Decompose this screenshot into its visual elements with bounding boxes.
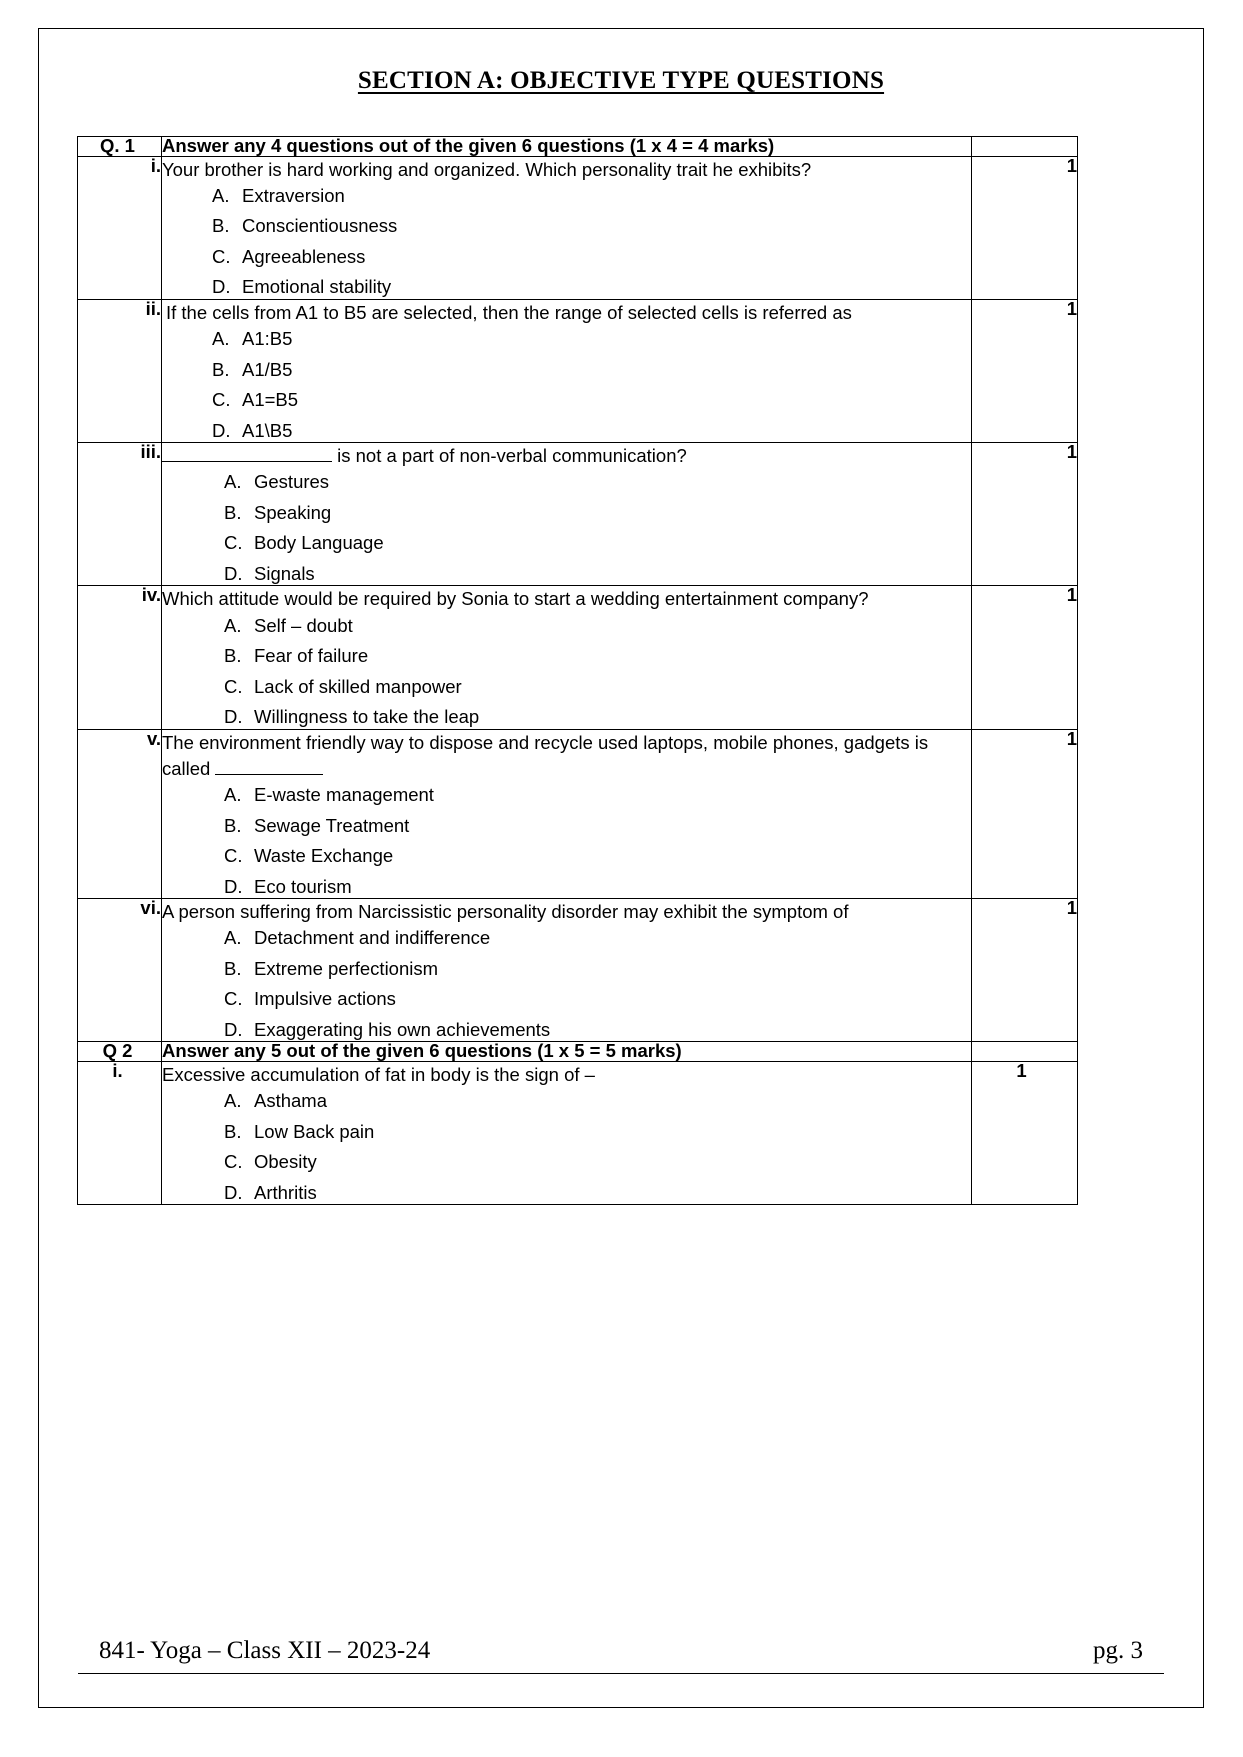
option-letter: D. <box>224 1018 243 1040</box>
item-marks: 1 <box>972 586 1078 729</box>
table-row <box>78 899 1078 1042</box>
option-text: Detachment and indifference <box>254 927 491 949</box>
list-item <box>224 814 971 836</box>
option-text: Gestures <box>254 471 330 493</box>
list-item <box>224 675 971 697</box>
list-item <box>224 1018 971 1040</box>
item-body <box>162 899 972 1042</box>
option-list <box>162 1092 971 1202</box>
option-list <box>162 614 971 728</box>
table-row <box>78 299 1078 442</box>
option-text: A1:B5 <box>242 328 293 350</box>
option-letter: C. <box>224 532 243 554</box>
option-text: A1\B5 <box>242 419 293 441</box>
option-letter: D. <box>212 419 231 441</box>
option-text: Emotional stability <box>242 276 392 298</box>
option-letter: B. <box>224 645 242 667</box>
option-letter: A. <box>224 784 242 806</box>
list-item <box>224 990 971 1009</box>
option-text: Arthritis <box>254 1181 317 1203</box>
option-letter: B. <box>212 358 230 380</box>
option-text: Exaggerating his own achievements <box>254 1018 551 1040</box>
item-numeral: iii. <box>78 443 162 586</box>
option-letter: C. <box>224 1151 243 1173</box>
question-stem: Which attitude would be required by Sonia to start a wedding entertainment company? <box>162 588 869 610</box>
option-text: A1=B5 <box>242 389 299 411</box>
option-letter: D. <box>224 562 243 584</box>
list-item <box>224 614 971 636</box>
table-row <box>78 729 1078 899</box>
option-letter: D. <box>212 276 231 298</box>
option-letter: C. <box>212 389 231 411</box>
option-text: Sewage Treatment <box>254 814 410 836</box>
q1-instruction: Answer any 4 questions out of the given 6 questions (1 x 4 = 4 marks) <box>162 137 972 157</box>
option-letter: A. <box>224 471 242 493</box>
question-stem <box>162 443 971 469</box>
option-text: Lack of skilled manpower <box>254 675 462 697</box>
question-stem: Your brother is hard working and organized. Which personality trait he exhibits? <box>162 158 812 180</box>
q2-instruction: Answer any 5 out of the given 6 questions (1 x 5 = 5 marks) <box>162 1042 972 1062</box>
page-footer <box>99 1637 1143 1665</box>
option-letter: B. <box>224 1120 242 1142</box>
option-text: Fear of failure <box>254 645 369 667</box>
option-text: Conscientiousness <box>242 215 398 237</box>
option-text: Eco tourism <box>254 875 352 897</box>
item-marks: 1 <box>972 1061 1078 1204</box>
q1-number: Q. 1 <box>78 137 162 157</box>
list-item <box>224 957 971 979</box>
question-stem: Excessive accumulation of fat in body is the sign of – <box>162 1063 595 1085</box>
item-numeral: i. <box>78 156 162 299</box>
option-text: Signals <box>254 562 315 584</box>
option-letter: C. <box>212 245 231 267</box>
option-text: Obesity <box>254 1151 317 1173</box>
option-letter: C. <box>224 675 243 697</box>
option-text: Low Back pain <box>254 1120 375 1142</box>
list-item <box>212 217 971 236</box>
option-letter: D. <box>224 1181 243 1203</box>
item-body <box>162 443 972 586</box>
list-item <box>224 1153 971 1172</box>
option-list <box>162 929 971 1039</box>
option-text: E-waste management <box>254 784 434 806</box>
list-item <box>224 647 971 666</box>
list-item <box>224 847 971 866</box>
item-body <box>162 1061 972 1204</box>
question-stem: A person suffering from Narcissistic personality disorder may exhibit the symptom of <box>162 901 849 923</box>
list-item <box>224 501 971 523</box>
option-letter: B. <box>224 957 242 979</box>
option-text: Extreme perfectionism <box>254 957 439 979</box>
option-text: Impulsive actions <box>254 988 396 1010</box>
option-letter: B. <box>224 814 242 836</box>
option-letter: A. <box>212 328 230 350</box>
option-text: Extraversion <box>242 184 345 206</box>
option-list <box>162 473 971 583</box>
option-letter: A. <box>224 614 242 636</box>
footer-divider <box>78 1673 1164 1674</box>
option-text: Body Language <box>254 532 384 554</box>
option-text: A1/B5 <box>242 358 293 380</box>
page-border <box>38 28 1204 1708</box>
option-text: Agreeableness <box>242 245 366 267</box>
table-row-q2-header <box>78 1042 1078 1062</box>
list-item <box>224 786 971 805</box>
page-title-text: SECTION A: OBJECTIVE TYPE QUESTIONS <box>357 67 885 94</box>
list-item <box>224 875 971 897</box>
option-text: Willingness to take the leap <box>254 706 480 728</box>
item-numeral: ii. <box>78 299 162 442</box>
question-stem: If the cells from A1 to B5 are selected, then the range of selected cells is referred as <box>166 301 852 323</box>
item-numeral: vi. <box>78 899 162 1042</box>
option-text: Asthama <box>254 1090 328 1112</box>
item-numeral: iv. <box>78 586 162 729</box>
item-marks: 1 <box>972 156 1078 299</box>
table-row-q1-header <box>78 137 1078 157</box>
option-letter: C. <box>224 988 243 1010</box>
option-list <box>162 330 971 440</box>
q2-number: Q 2 <box>78 1042 162 1062</box>
option-letter: B. <box>224 501 242 523</box>
option-letter: B. <box>212 215 230 237</box>
item-numeral: i. <box>78 1061 162 1204</box>
table-row <box>78 586 1078 729</box>
list-item <box>212 245 971 267</box>
option-letter: C. <box>224 845 243 867</box>
item-body <box>162 729 972 899</box>
list-item <box>224 708 971 727</box>
option-letter: D. <box>224 875 243 897</box>
item-marks: 1 <box>972 729 1078 899</box>
list-item <box>212 358 971 380</box>
fill-in-blank <box>162 443 332 462</box>
list-item <box>212 330 971 349</box>
list-item <box>224 1120 971 1142</box>
list-item <box>224 1181 971 1203</box>
list-item <box>224 562 971 584</box>
option-text: Self – doubt <box>254 614 353 636</box>
item-marks: 1 <box>972 443 1078 586</box>
item-numeral: v. <box>78 729 162 899</box>
footer-page-number: pg. 3 <box>1093 1637 1143 1664</box>
list-item <box>212 278 971 297</box>
item-marks: 1 <box>972 299 1078 442</box>
list-item <box>224 534 971 553</box>
list-item <box>212 419 971 441</box>
list-item <box>212 391 971 410</box>
table-row <box>78 156 1078 299</box>
list-item <box>212 184 971 206</box>
option-text: Waste Exchange <box>254 845 394 867</box>
item-body <box>162 586 972 729</box>
item-body <box>162 299 972 442</box>
question-stem-text: is not a part of non-verbal communication? <box>337 445 687 467</box>
questions-table <box>77 136 1078 1205</box>
question-stem <box>162 730 971 783</box>
list-item <box>224 1092 971 1111</box>
item-body <box>162 156 972 299</box>
option-letter: D. <box>224 706 243 728</box>
page-title <box>39 67 1203 95</box>
option-letter: A. <box>224 1090 242 1112</box>
table-row <box>78 1061 1078 1204</box>
option-letter: A. <box>212 184 230 206</box>
q1-header-marks <box>972 137 1078 157</box>
option-list <box>162 184 971 298</box>
option-text: Speaking <box>254 501 332 523</box>
item-marks: 1 <box>972 899 1078 1042</box>
list-item <box>224 929 971 948</box>
question-stem-text: The environment friendly way to dispose and recycle used laptops, mobile phones, gadgets is called <box>162 731 929 779</box>
fill-in-blank <box>215 756 323 775</box>
option-list <box>162 786 971 896</box>
table-row <box>78 443 1078 586</box>
footer-left-text: 841- Yoga – Class XII – 2023-24 <box>99 1637 431 1664</box>
option-letter: A. <box>224 927 242 949</box>
list-item <box>224 473 971 492</box>
q2-header-marks <box>972 1042 1078 1062</box>
